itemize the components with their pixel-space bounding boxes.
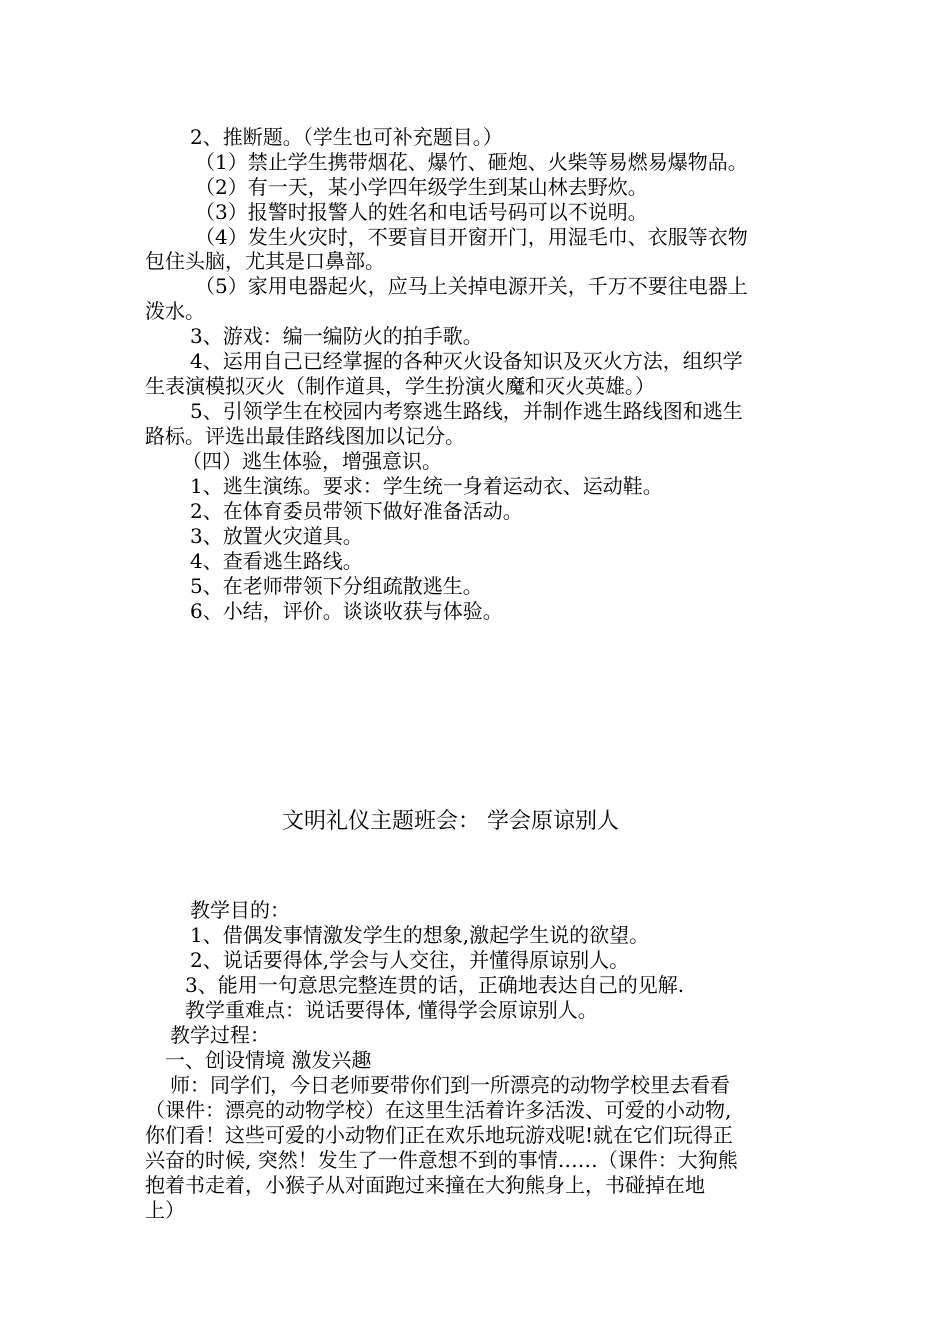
paragraph-line: （4）发生火灾时，不要盲目开窗开门，用湿毛巾、衣服等衣物 [195,225,748,249]
paragraph-line: 你们看！这些可爱的小动物们正在欢乐地玩游戏呢!就在它们玩得正 [145,1123,734,1147]
paragraph-line: 泼水。 [145,299,205,323]
paragraph-line: 3、游戏：编一编防火的拍手歌。 [190,324,483,348]
section-heading: 一、创设情境 激发兴趣 [165,1048,372,1072]
page-title: 文明礼仪主题班会： 学会原谅别人 [282,809,619,834]
paragraph-line: 路标。评选出最佳路线图加以记分。 [145,424,465,448]
paragraph-line: 抱着书走着，小猴子从对面跑过来撞在大狗熊身上，书碰掉在地 [145,1173,705,1197]
paragraph-line: 4、运用自己已经掌握的各种灭火设备知识及灭火方法，组织学 [190,349,743,373]
paragraph-line: 2、推断题。（学生也可补充题目。） [190,125,503,149]
paragraph-line: 教学重难点：说话要得体, 懂得学会原谅别人。 [185,998,598,1022]
paragraph-line: 师：同学们，今日老师要带你们到一所漂亮的动物学校里去看看 [170,1073,730,1097]
paragraph-line: （1）禁止学生携带烟花、爆竹、砸炮、火柴等易燃易爆物品。 [195,150,748,174]
paragraph-line: （2）有一天，某小学四年级学生到某山林去野炊。 [195,175,648,199]
paragraph-line: 上） [145,1198,185,1222]
section-heading: （四）逃生体验，增强意识。 [182,449,442,473]
paragraph-line: 5、在老师带领下分组疏散逃生。 [190,574,483,598]
paragraph-line: 1、逃生演练。要求：学生统一身着运动衣、运动鞋。 [190,474,663,498]
paragraph-line: 2、说话要得体,学会与人交往，并懂得原谅别人。 [190,948,630,972]
paragraph-line: 3、放置火灾道具。 [190,524,363,548]
section-heading: 教学目的： [190,898,290,922]
paragraph-line: 包住头脑，尤其是口鼻部。 [145,249,385,273]
paragraph-line: 4、查看逃生路线。 [190,549,363,573]
paragraph-line: 1、借偶发事情激发学生的想象,激起学生说的欲望。 [190,923,650,947]
paragraph-line: （课件：漂亮的动物学校）在这里生活着许多活泼、可爱的小动物, [145,1098,732,1122]
paragraph-line: 6、小结，评价。谈谈收获与体验。 [190,599,503,623]
section-heading: 教学过程： [170,1023,270,1047]
paragraph-line: （5）家用电器起火，应马上关掉电源开关，千万不要往电器上 [195,274,748,298]
paragraph-line: 5、引领学生在校园内考察逃生路线，并制作逃生路线图和逃生 [190,399,743,423]
paragraph-line: 3、能用一句意思完整连贯的话，正确地表达自己的见解. [185,973,685,997]
paragraph-line: 生表演模拟灭火（制作道具，学生扮演火魔和灭火英雄。） [145,374,655,398]
paragraph-line: （3）报警时报警人的姓名和电话号码可以不说明。 [195,200,648,224]
paragraph-line: 兴奋的时候, 突然！发生了一件意想不到的事情……（课件：大狗熊 [145,1148,738,1172]
paragraph-line: 2、在体育委员带领下做好准备活动。 [190,499,523,523]
